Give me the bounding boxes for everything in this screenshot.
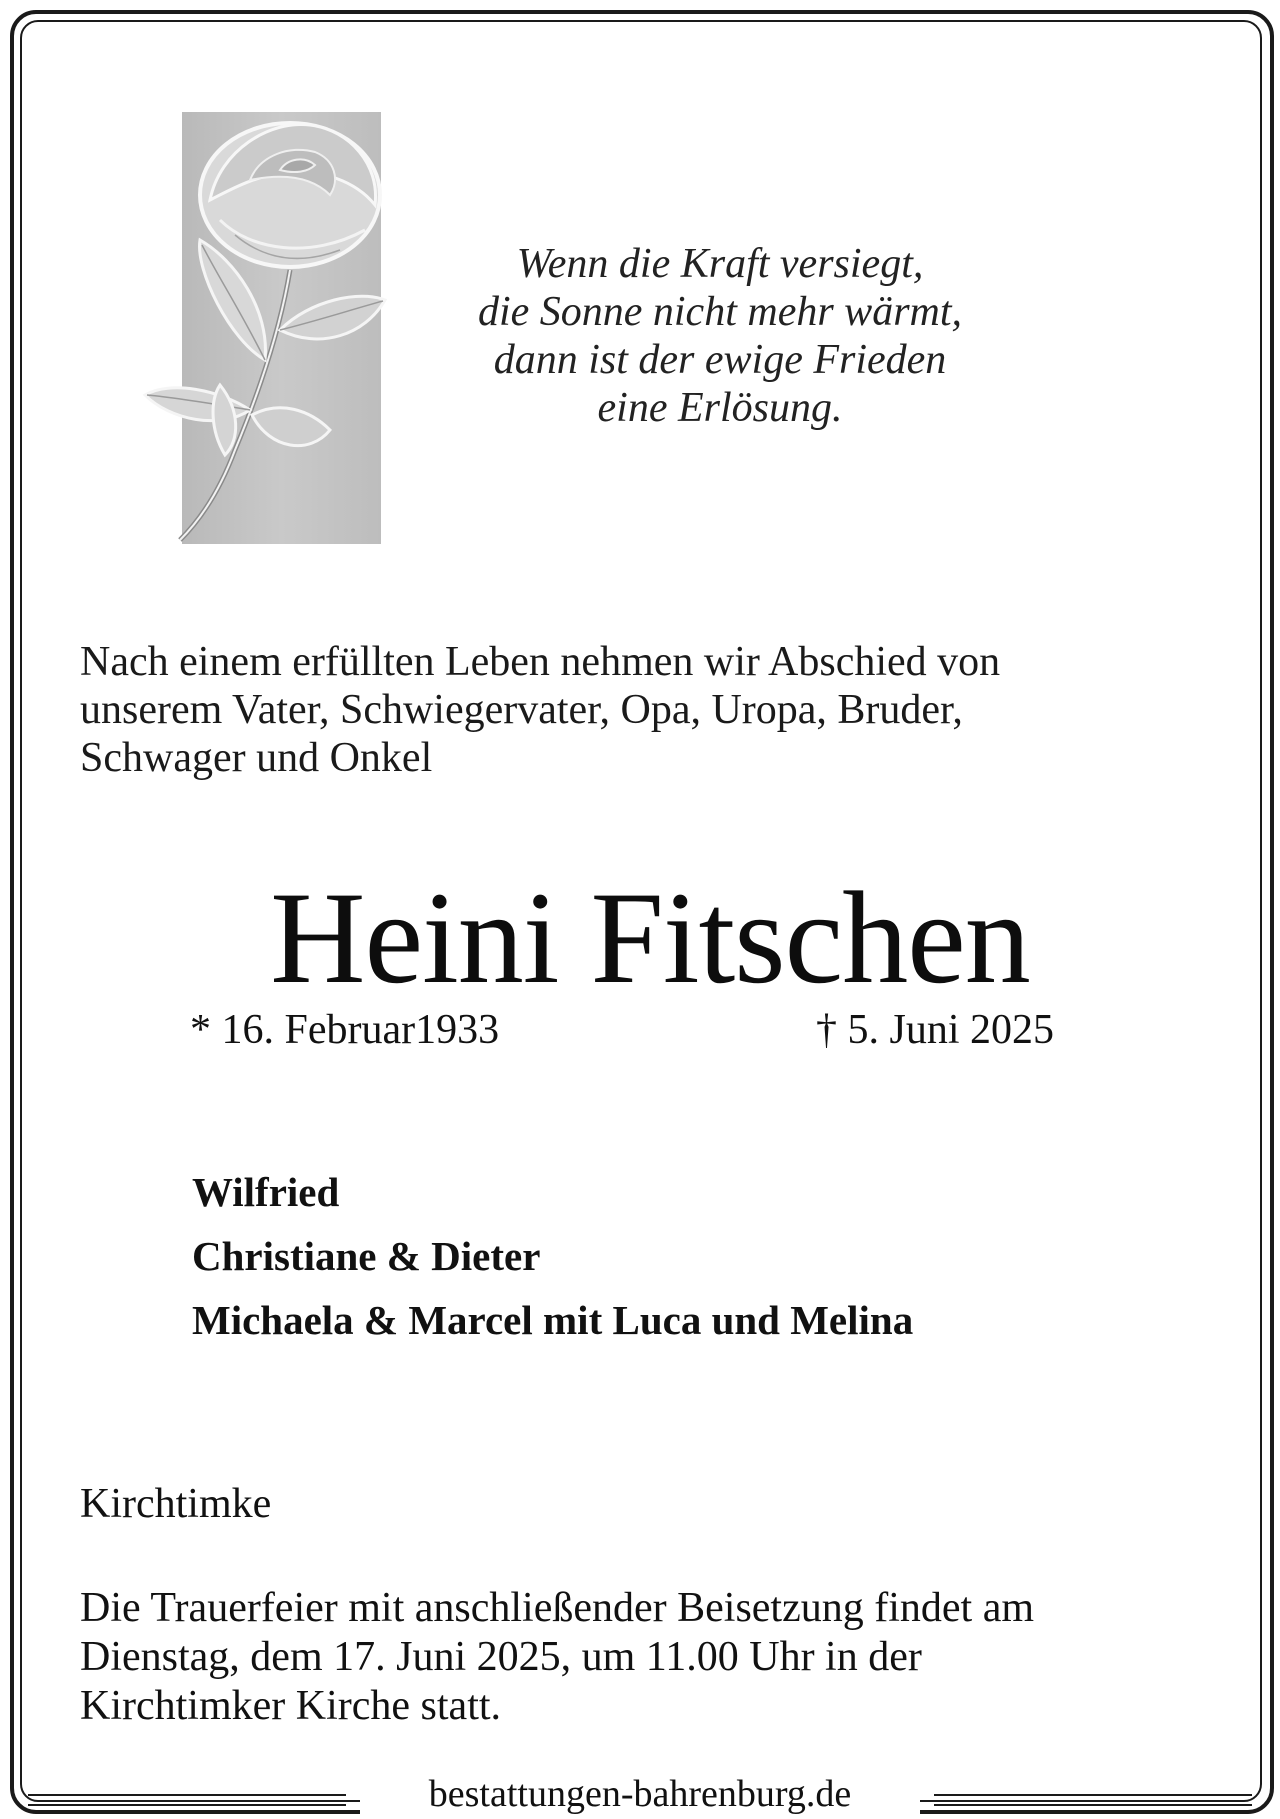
poem	[440, 240, 1000, 432]
service-line: Dienstag, dem 17. Juni 2025, um 11.00 Uhr in der	[80, 1634, 922, 1680]
intro-line: unserem Vater, Schwiegervater, Opa, Uropa, Bruder,	[80, 687, 963, 733]
poem-line: eine Erlösung.	[597, 385, 843, 431]
death-date: † 5. Juni 2025	[816, 1007, 1055, 1053]
poem-line: die Sonne nicht mehr wärmt,	[477, 289, 963, 335]
footer-rule-left	[28, 1794, 346, 1806]
intro-line: Nach einem erfüllten Leben nehmen wir Abschied von	[80, 639, 1001, 685]
intro-line: Schwager und Onkel	[80, 735, 433, 781]
family-line: Christiane & Dieter	[192, 1233, 541, 1279]
service-line: Kirchtimker Kirche statt.	[80, 1683, 502, 1729]
family-line: Wilfried	[192, 1169, 340, 1215]
deceased-name: Heini Fitschen	[270, 864, 1030, 1011]
poem-line: Wenn die Kraft versiegt,	[516, 241, 924, 287]
rose-icon	[140, 110, 430, 550]
intro-text	[80, 638, 1210, 782]
footer-website[interactable]: bestattungen-bahrenburg.de	[360, 1772, 920, 1816]
service-info	[80, 1584, 1220, 1731]
place-name: Kirchtimke	[80, 1481, 272, 1527]
footer-rule-right	[934, 1794, 1252, 1806]
service-line: Die Trauerfeier mit anschließender Beisetzung findet am	[80, 1585, 1035, 1631]
family-line: Michaela & Marcel mit Luca und Melina	[192, 1297, 914, 1343]
poem-line: dann ist der ewige Frieden	[493, 337, 947, 383]
birth-date: * 16. Februar1933	[190, 1007, 500, 1053]
family-list	[192, 1160, 913, 1352]
